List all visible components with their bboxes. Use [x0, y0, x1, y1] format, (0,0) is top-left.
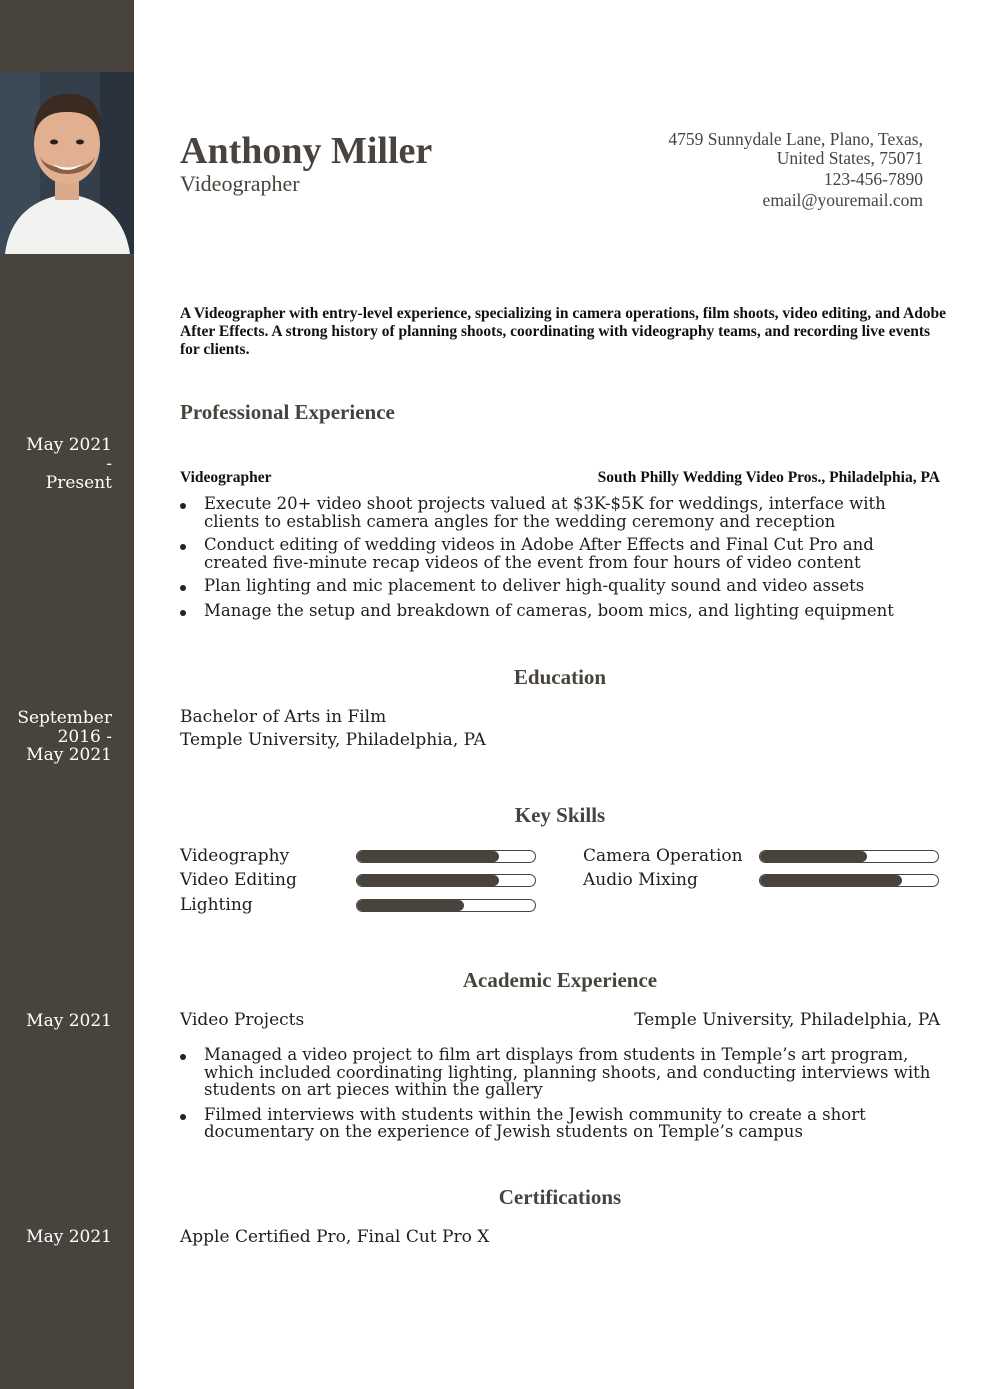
experience-bullets	[180, 495, 942, 619]
skill-bar-fill	[760, 875, 902, 886]
skill-bar-fill	[357, 851, 499, 862]
bullet-icon	[180, 1114, 186, 1120]
bullet-icon	[180, 610, 186, 616]
skill-bar	[356, 850, 536, 863]
certifications-heading: Certifications	[498, 1185, 622, 1209]
skill-label: Lighting	[180, 895, 253, 915]
email[interactable]: email@youremail.com	[762, 190, 923, 210]
experience-heading: Professional Experience	[180, 400, 395, 424]
bullet-icon	[180, 1054, 186, 1060]
skill-bar-fill	[357, 900, 464, 911]
job-role: Videographer	[180, 469, 272, 486]
skill-bar-fill	[760, 851, 867, 862]
academic-bullets	[180, 1046, 942, 1141]
candidate-title: Videographer	[180, 171, 300, 196]
job-row	[180, 469, 940, 487]
skill-label: Video Editing	[180, 870, 297, 890]
candidate-name: Anthony Miller	[180, 130, 433, 172]
education-date-line3: May 2021	[26, 745, 112, 765]
education-degree: Bachelor of Arts in Film	[180, 707, 387, 727]
list-item: Manage the setup and breakdown of cameras, boom mics, and lighting equipment	[180, 602, 942, 620]
experience-date-start: May 2021	[26, 435, 112, 455]
job-employer: South Philly Wedding Video Pros., Philadelphia, PA	[597, 469, 940, 486]
skills-heading: Key Skills	[514, 803, 606, 827]
education-date-line2: 2016 -	[57, 727, 112, 747]
skill-label: Videography	[180, 846, 290, 866]
academic-project: Video Projects	[180, 1010, 305, 1030]
bullet-icon	[180, 544, 186, 550]
academic-row	[180, 1010, 940, 1030]
education-date-line1: September	[17, 708, 112, 728]
phone: 123-456-7890	[823, 169, 923, 189]
experience-date-end: Present	[45, 473, 112, 493]
list-item: Plan lighting and mic placement to deliver high-quality sound and video assets	[180, 577, 942, 595]
address-line1: 4759 Sunnydale Lane, Plano, Texas,	[668, 129, 923, 149]
list-item: Execute 20+ video shoot projects valued at $3K-$5K for weddings, interface with clients to establish camera angles for the wedding ceremony and reception	[180, 495, 942, 530]
bullet-icon	[180, 503, 186, 509]
certification-item: Apple Certified Pro, Final Cut Pro X	[180, 1227, 490, 1247]
skill-bar	[759, 874, 939, 887]
address-line2: United States, 75071	[776, 148, 923, 168]
profile-photo	[0, 72, 134, 254]
skill-bar-fill	[357, 875, 499, 886]
skill-bar	[356, 899, 536, 912]
education-school: Temple University, Philadelphia, PA	[180, 730, 486, 750]
skill-bar	[759, 850, 939, 863]
experience-date-separator: -	[106, 454, 112, 474]
education-heading: Education	[513, 665, 607, 689]
summary: A Videographer with entry-level experience, specializing in camera operations, film shoots, video editing, and Adobe After Effects. A strong history of planning shoots, coordinating with videography teams, and recording live events for clients.	[180, 305, 947, 358]
skill-label: Camera Operation	[583, 846, 743, 866]
list-item: Managed a video project to film art displays from students in Temple’s art program, which included coordinating lighting, planning shoots, and conducting interviews with students on art pieces within the gallery	[180, 1046, 942, 1099]
academic-place: Temple University, Philadelphia, PA	[634, 1010, 940, 1030]
list-item: Conduct editing of wedding videos in Adobe After Effects and Final Cut Pro and created five-minute recap videos of the event from four hours of video content	[180, 536, 942, 571]
skill-bar	[356, 874, 536, 887]
certification-date: May 2021	[26, 1227, 112, 1247]
skill-label: Audio Mixing	[583, 870, 698, 890]
contact-block	[668, 130, 923, 210]
list-item: Filmed interviews with students within the Jewish community to create a short documentary on the experience of Jewish students on Temple’s campus	[180, 1106, 942, 1141]
bullet-icon	[180, 585, 186, 591]
academic-heading: Academic Experience	[462, 968, 658, 992]
academic-date: May 2021	[26, 1011, 112, 1031]
